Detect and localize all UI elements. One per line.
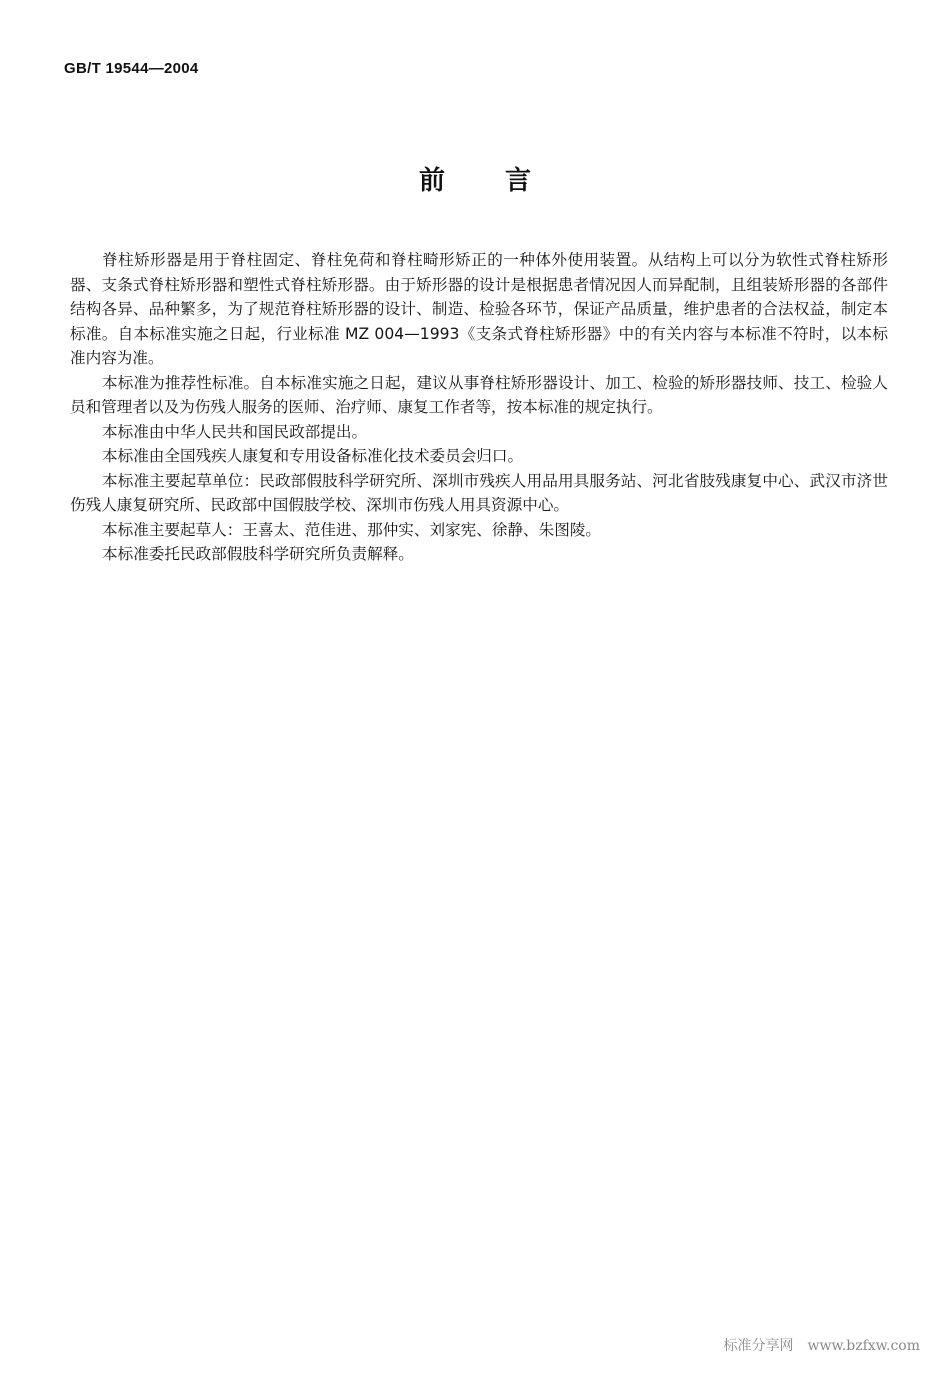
standard-code: GB/T 19544—2004	[64, 60, 199, 77]
foreword-body	[70, 248, 888, 567]
paragraph-committee: 本标准由全国残疾人康复和专用设备标准化技术委员会归口。	[102, 447, 524, 465]
watermark-site-url: www.bzfxw.com	[807, 1338, 920, 1354]
paragraph-proposer: 本标准由中华人民共和国民政部提出。	[102, 422, 368, 441]
site-watermark	[724, 1335, 920, 1355]
paragraph-interpretation: 本标准委托民政部假肢科学研究所负责解释。	[102, 545, 414, 563]
watermark-site-name: 标准分享网	[723, 1338, 794, 1354]
paragraph-recommendation: 本标准为推荐性标准。自本标准实施之日起，建议从事脊柱矫形器设计、加工、检验的矫形器技师、技工、检验人员和管理者以及为伤残人服务的医师、治疗师、康复工作者等，按本标准的规定执行。	[70, 373, 888, 416]
paragraph-intro: 脊柱矫形器是用于脊柱固定、脊柱免荷和脊柱畸形矫正的一种体外使用装置。从结构上可以分为软性式脊柱矫形器、支条式脊柱矫形器和塑性式脊柱矫形器。由于矫形器的设计是根据患者情况因人而异配制，且组装矫形器的各部件结构各异、品种繁多，为了规范脊柱矫形器的设计、制造、检验各环节，保证产品质量，维护患者的合法权益，制定本标准。自本标准实施之日起，行业标准 MZ 004—1993《支条式脊柱矫形器》中的有关内容与本标准不符时，以本标准内容为准。	[70, 251, 888, 367]
paragraph-drafting-units: 本标准主要起草单位：民政部假肢科学研究所、深圳市残疾人用品用具服务站、河北省肢残康复中心、武汉市济世伤残人康复研究所、民政部中国假肢学校、深圳市伤残人用具资源中心。	[70, 471, 888, 514]
page-title: 前言	[418, 166, 591, 196]
paragraph-drafters: 本标准主要起草人：王喜太、范佳进、那仲实、刘家宪、徐静、朱图陵。	[102, 520, 602, 539]
